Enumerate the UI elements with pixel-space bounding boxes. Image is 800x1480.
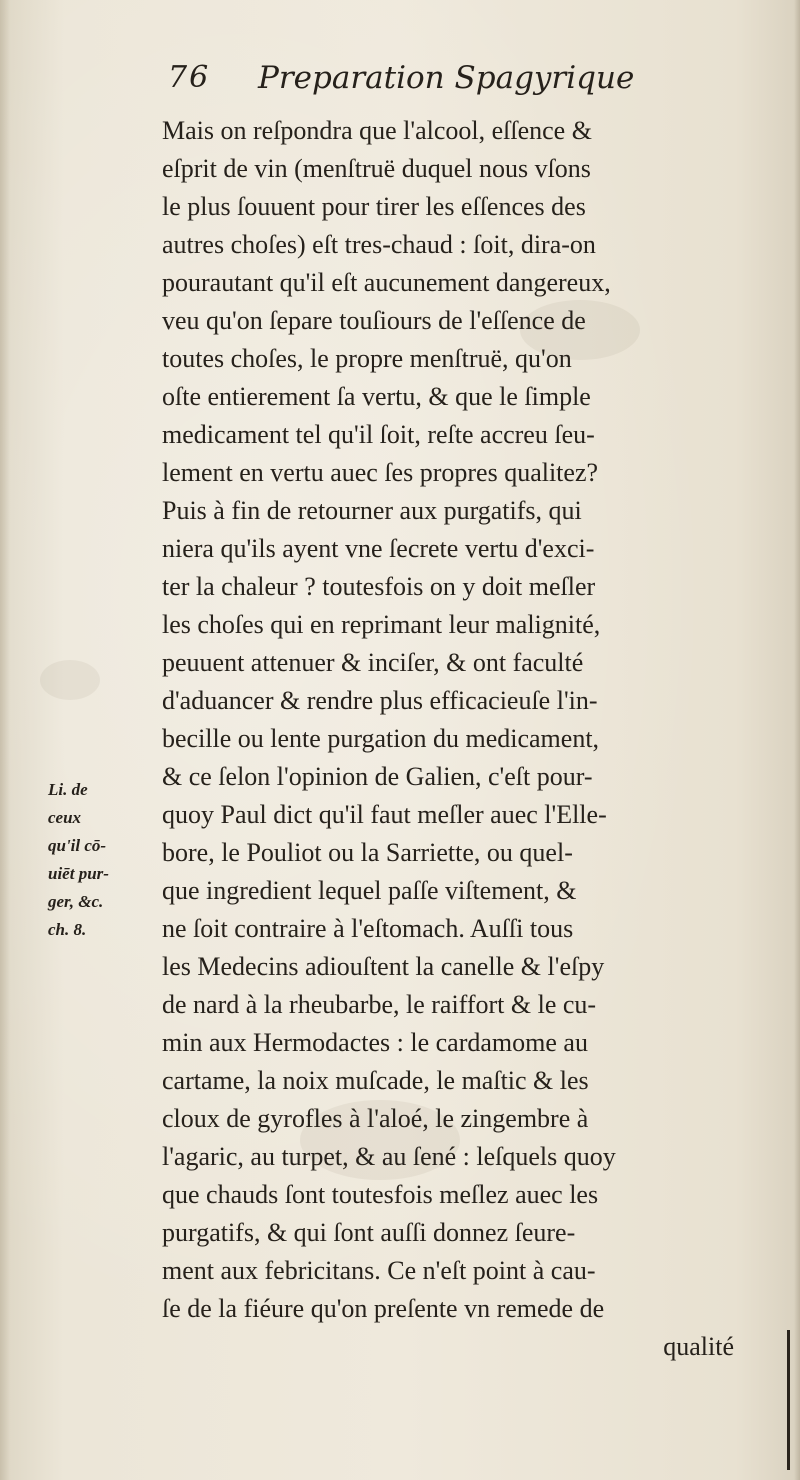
page-number: 76 (168, 60, 211, 95)
text-line: oſte entierement ſa vertu, & que le ſimple (162, 382, 591, 411)
text-line: les choſes qui en reprimant leur malignité, (162, 610, 601, 639)
text-line: cloux de gyrofles à l'aloé, le zingembre à (162, 1104, 589, 1133)
text-line: lement en vertu auec ſes propres qualitez? (162, 458, 599, 487)
text-line: becille ou lente purgation du medicament, (162, 724, 600, 753)
text-line: d'aduancer & rendre plus efficacieuſe l'in- (162, 686, 598, 715)
body-text (162, 112, 782, 1366)
text-line: ter la chaleur ? toutesfois on y doit meſler (162, 572, 596, 601)
margin-note-line: Li. de (48, 780, 88, 799)
text-line: ne ſoit contraire à l'eſtomach. Auſſi tous (162, 914, 574, 943)
text-line: que ingredient lequel paſſe viſtement, & (162, 876, 577, 905)
text-line: peuuent attenuer & inciſer, & ont faculté (162, 648, 584, 677)
text-line: autres choſes) eſt tres-chaud : ſoit, dira-on (162, 230, 596, 259)
margin-note-line: qu'il cō- (48, 836, 107, 855)
text-line: Mais on reſpondra que l'alcool, eſſence & (162, 116, 592, 145)
page-left-shadow (0, 0, 10, 1480)
catchword: qualité (663, 1332, 734, 1361)
text-line: purgatifs, & qui ſont auſſi donnez ſeure- (162, 1218, 576, 1247)
text-line: Puis à fin de retourner aux purgatifs, qui (162, 496, 582, 525)
text-line: eſprit de vin (menſtruë duquel nous vſons (162, 154, 591, 183)
margin-note (48, 776, 156, 944)
margin-note-line: uiēt pur- (48, 864, 109, 883)
text-line: que chauds ſont toutesfois meſlez auec les (162, 1180, 599, 1209)
text-line: de nard à la rheubarbe, le raiffort & le cu- (162, 990, 597, 1019)
page-right-shadow (794, 0, 800, 1480)
text-line: bore, le Pouliot ou la Sarriette, ou quel- (162, 838, 573, 867)
text-line: cartame, la noix muſcade, le maſtic & les (162, 1066, 589, 1095)
text-line: les Medecins adiouſtent la canelle & l'eſpy (162, 952, 605, 981)
text-line: toutes choſes, le propre menſtruë, qu'on (162, 344, 572, 373)
text-line: veu qu'on ſepare touſiours de l'eſſence de (162, 306, 586, 335)
margin-note-line: ceux (48, 808, 82, 827)
text-line: quoy Paul dict qu'il faut meſler auec l'Elle- (162, 800, 607, 829)
text-line: pourautant qu'il eſt aucunement dangereux, (162, 268, 611, 297)
page-header (168, 60, 768, 110)
text-line: & ce ſelon l'opinion de Galien, c'eſt pour- (162, 762, 593, 791)
text-line: min aux Hermodactes : le cardamome au (162, 1028, 588, 1057)
text-line: niera qu'ils ayent vne ſecrete vertu d'exci- (162, 534, 595, 563)
paper-stain (40, 660, 100, 700)
page-edge-mark (787, 1330, 790, 1470)
text-line: le plus ſouuent pour tirer les eſſences des (162, 192, 586, 221)
text-line: ſe de la fiéure qu'on preſente vn remede de (162, 1294, 605, 1323)
margin-note-line: ch. 8. (48, 920, 87, 939)
text-line: ment aux febricitans. Ce n'eſt point à cau- (162, 1256, 596, 1285)
text-line: medicament tel qu'il ſoit, reſte accreu ſeu- (162, 420, 595, 449)
running-title: Preparation Spagyrique (258, 60, 635, 96)
text-line: l'agaric, au turpet, & au ſené : leſquels quoy (162, 1142, 616, 1171)
margin-note-line: ger, &c. (48, 892, 104, 911)
